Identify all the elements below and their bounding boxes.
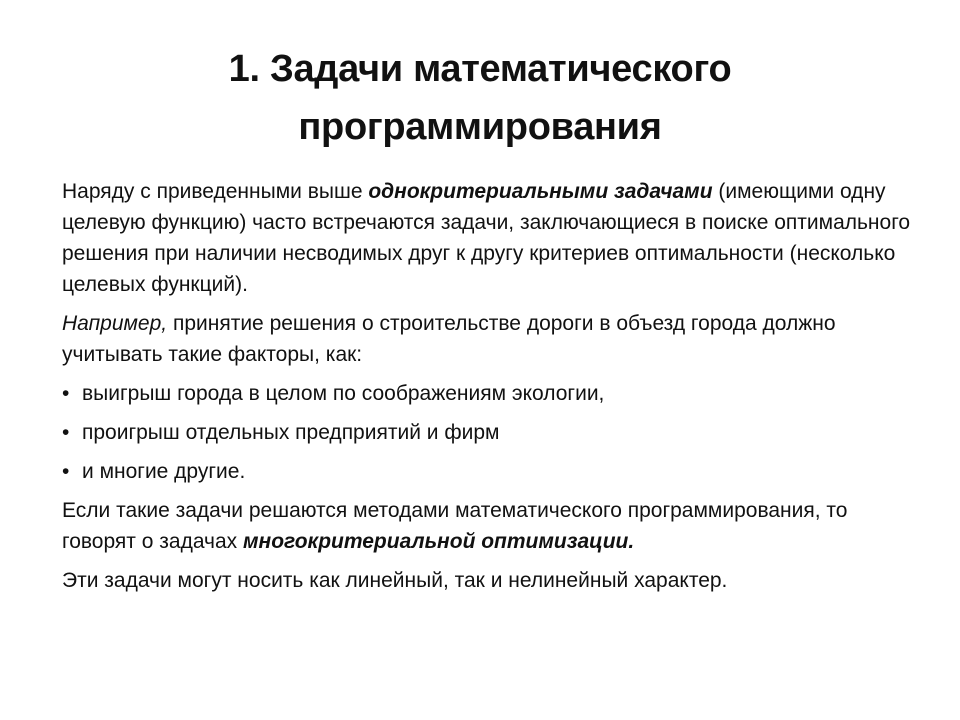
intro-text-before: Наряду с приведенными выше — [62, 180, 369, 203]
list-item: • проигрыш отдельных предприятий и фирм — [62, 417, 912, 448]
factor-list — [62, 378, 912, 487]
example-emphasis: Например, — [62, 312, 168, 335]
title-line-2: программирования — [298, 106, 662, 148]
list-item: • выигрыш города в целом по соображениям экологии, — [62, 378, 912, 409]
paragraph-multicriteria — [62, 495, 912, 557]
paragraph-example — [62, 308, 912, 370]
slide-title — [70, 40, 890, 156]
title-line-1: 1. Задачи математического — [228, 48, 732, 90]
multicriteria-emphasis: многокритериальной оптимизации. — [243, 530, 635, 553]
intro-text-after: (имеющими одну целевую функцию) часто встречаются задачи, заключающиеся в поиске оптимального решения при наличии несводимых друг к другу критериев оптимальности (несколько целевых функций). — [62, 180, 911, 296]
multicriteria-text-before: Если такие задачи решаются методами математического программирования, то говорят о задачах — [62, 499, 848, 553]
example-text: принятие решения о строительстве дороги в объезд города должно учитывать такие факторы, как: — [62, 312, 836, 366]
paragraph-intro — [62, 176, 912, 300]
slide-body — [62, 176, 912, 604]
intro-emphasis: однокритериальными задачами — [368, 180, 713, 203]
list-item: • и многие другие. — [62, 456, 912, 487]
paragraph-conclusion: Эти задачи могут носить как линейный, так и нелинейный характер. — [62, 569, 728, 592]
